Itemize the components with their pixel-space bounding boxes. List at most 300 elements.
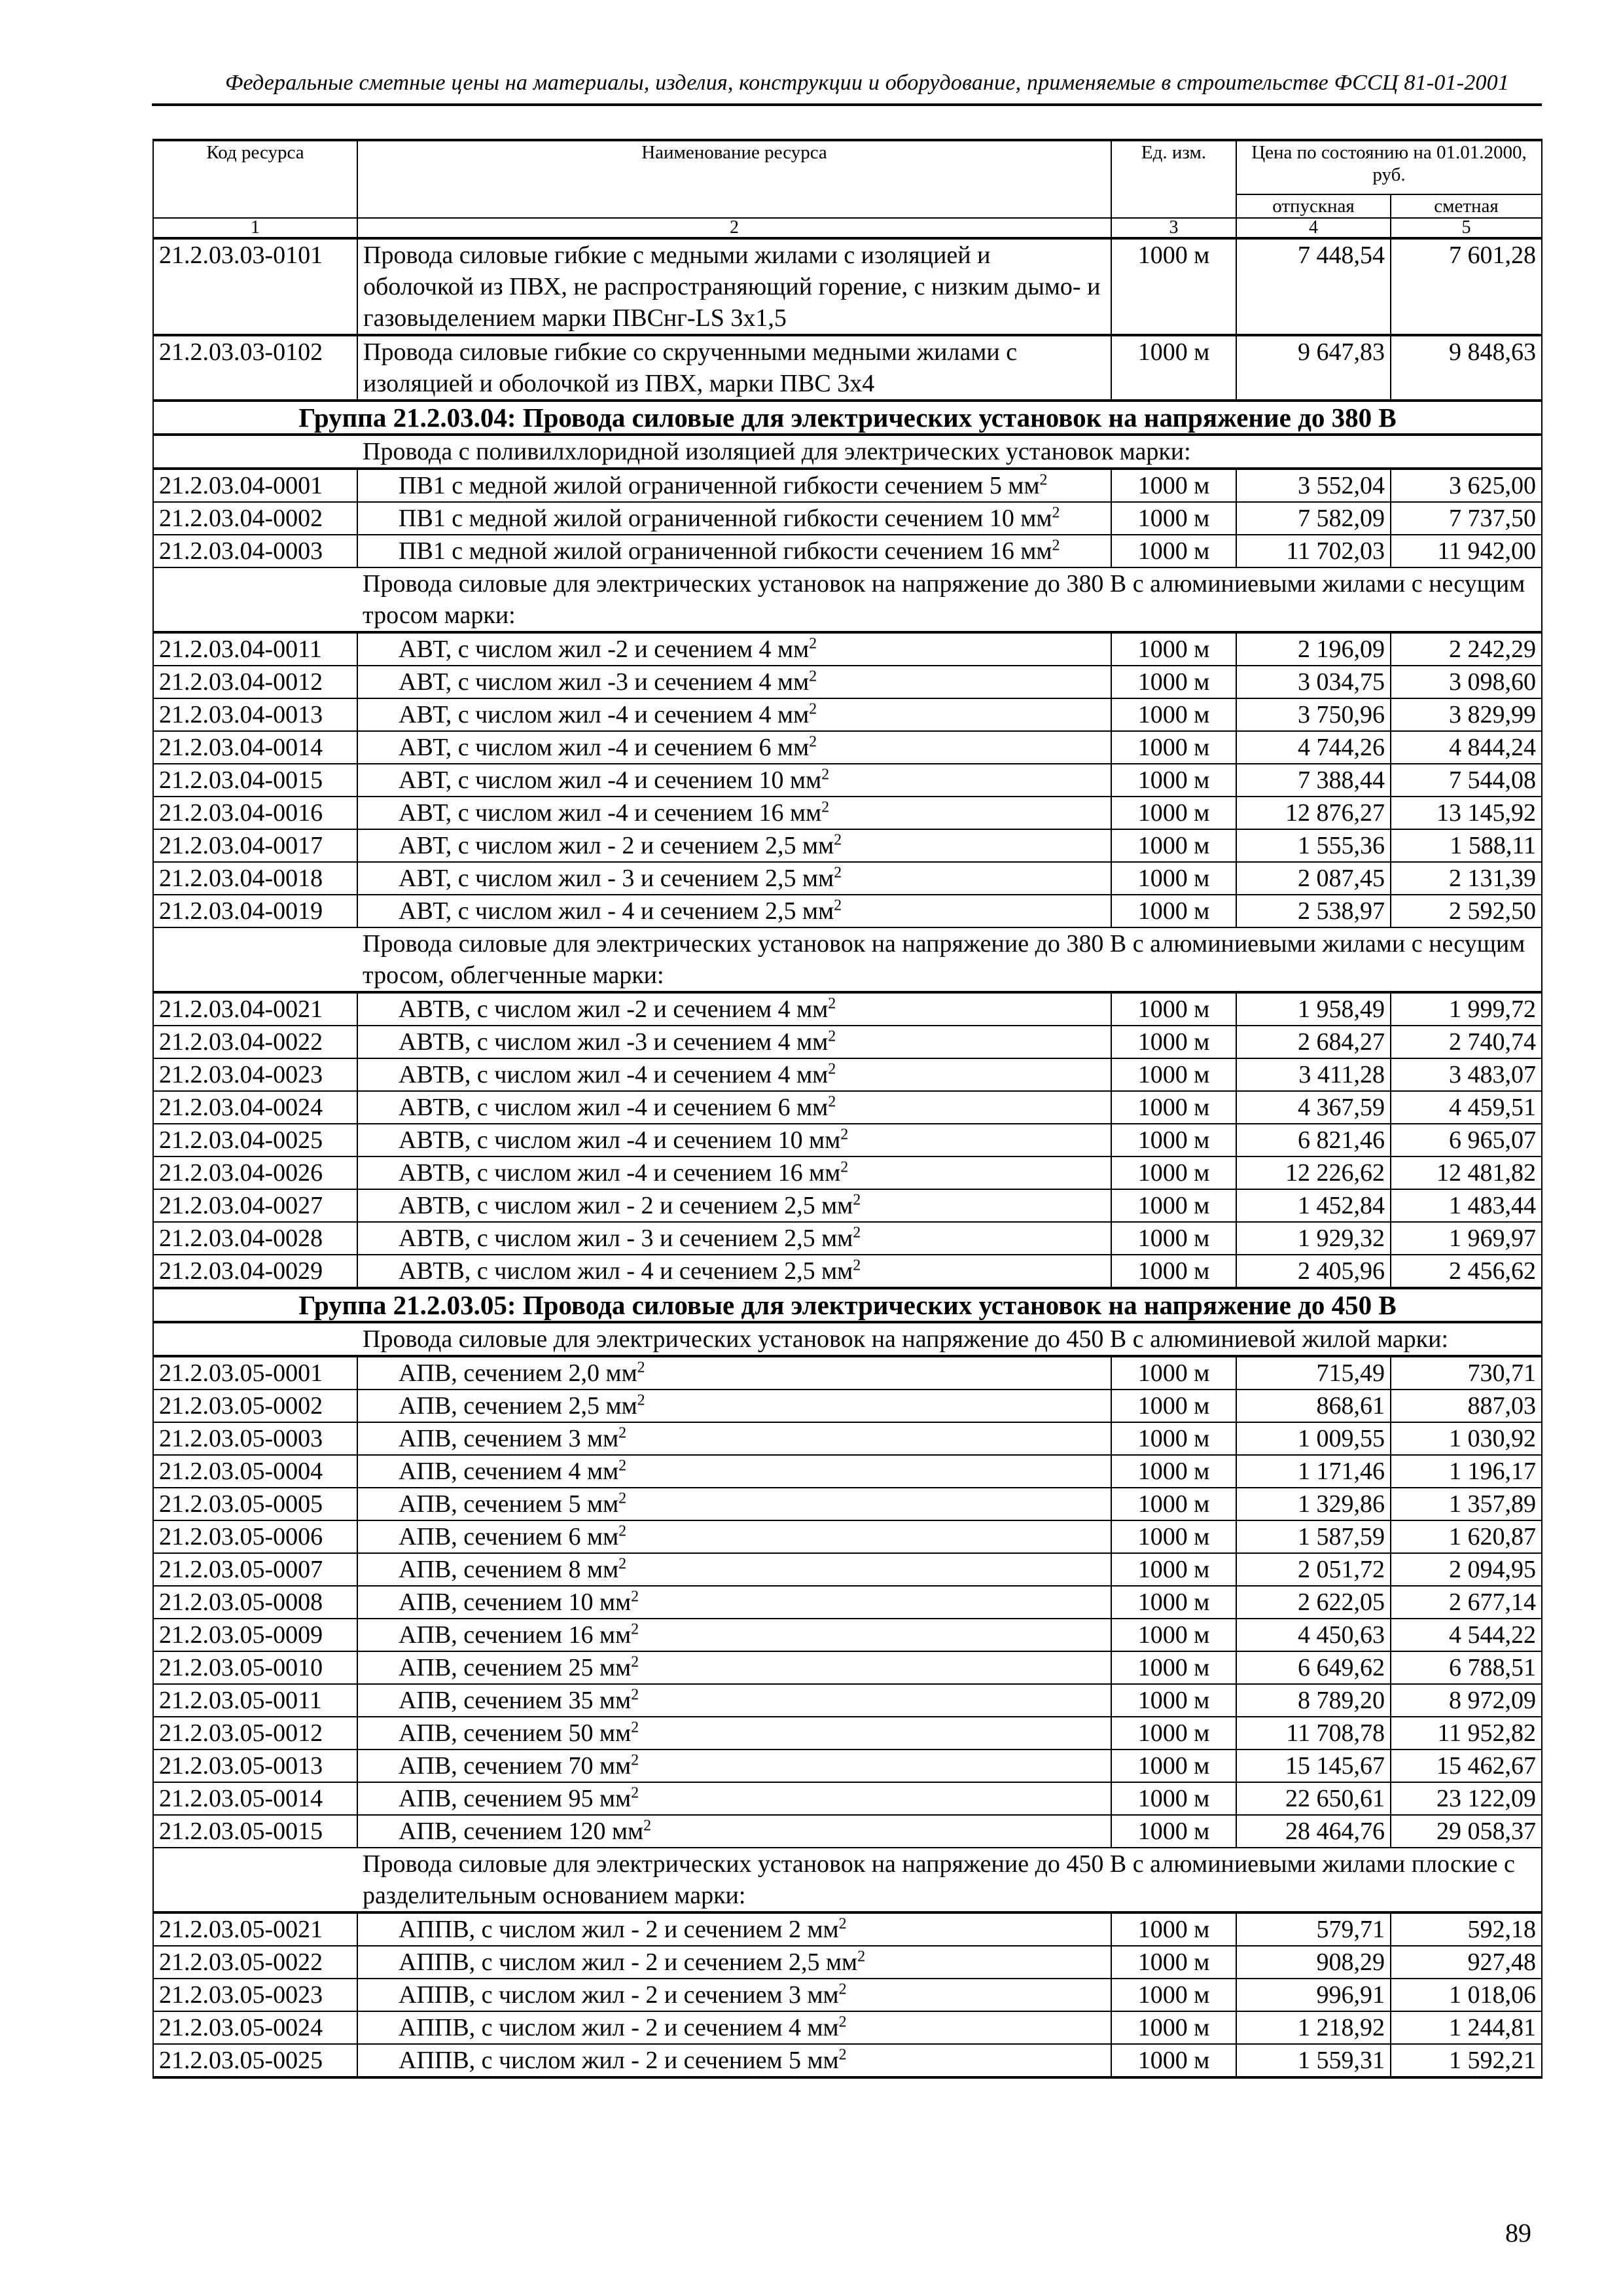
resource-name-text: АВТ, с числом жил -2 и сечением 4 мм — [399, 636, 810, 663]
header-code: Код ресурса — [153, 140, 357, 218]
release-price: 4 450,63 — [1236, 1619, 1391, 1651]
resource-name — [357, 632, 1111, 666]
table-row — [153, 238, 1542, 335]
table-row — [153, 1946, 1542, 1979]
resource-code: 21.2.03.05-0015 — [153, 1815, 357, 1848]
group-heading-row — [153, 1288, 1542, 1322]
superscript: 2 — [637, 1359, 645, 1376]
table-row — [153, 698, 1542, 731]
resource-code: 21.2.03.04-0018 — [153, 862, 357, 895]
subheader-text: Провода с поливилхлоридной изоляцией для электрических установок марки: — [357, 435, 1542, 469]
resource-name — [357, 1455, 1111, 1488]
superscript: 2 — [631, 1751, 639, 1769]
group-heading-row — [153, 401, 1542, 435]
resource-name-text: АППВ, с числом жил - 2 и сечением 2,5 мм — [399, 1948, 858, 1976]
resource-code: 21.2.03.04-0021 — [153, 992, 357, 1026]
resource-name-text: АПВ, сечением 10 мм — [399, 1588, 632, 1616]
estimate-price: 1 483,44 — [1391, 1189, 1542, 1222]
superscript: 2 — [838, 1915, 847, 1933]
superscript: 2 — [643, 1817, 652, 1835]
table-row — [153, 731, 1542, 764]
release-price: 2 684,27 — [1236, 1026, 1391, 1058]
resource-name — [357, 1815, 1111, 1848]
release-price: 3 750,96 — [1236, 698, 1391, 731]
resource-code: 21.2.03.03-0101 — [153, 238, 357, 335]
resource-name — [357, 764, 1111, 797]
resource-name — [357, 698, 1111, 731]
table-row — [153, 1651, 1542, 1684]
resource-name — [357, 895, 1111, 927]
resource-name — [357, 535, 1111, 567]
superscript: 2 — [631, 1686, 639, 1704]
resource-name — [357, 1488, 1111, 1520]
table-row — [153, 1520, 1542, 1553]
estimate-price: 13 145,92 — [1391, 797, 1542, 829]
superscript: 2 — [853, 1224, 861, 1242]
superscript: 2 — [834, 864, 842, 882]
resource-name — [357, 1782, 1111, 1815]
release-price: 12 876,27 — [1236, 797, 1391, 829]
superscript: 2 — [1052, 537, 1060, 554]
resource-name-text: АВТ, с числом жил -4 и сечением 10 мм — [399, 766, 822, 794]
table-row — [153, 1749, 1542, 1782]
superscript: 2 — [618, 1522, 627, 1540]
table-row — [153, 1619, 1542, 1651]
estimate-price: 1 018,06 — [1391, 1979, 1542, 2011]
subheader-row — [153, 1322, 1542, 1356]
superscript: 2 — [853, 1191, 861, 1209]
unit-of-measure: 1000 м — [1111, 731, 1236, 764]
resource-name — [357, 1651, 1111, 1684]
table-row — [153, 797, 1542, 829]
resource-name — [357, 797, 1111, 829]
estimate-price: 7 601,28 — [1391, 238, 1542, 335]
unit-of-measure: 1000 м — [1111, 1979, 1236, 2011]
table-row — [153, 1189, 1542, 1222]
release-price: 8 789,20 — [1236, 1684, 1391, 1717]
group-heading: Группа 21.2.03.04: Провода силовые для электрических установок на напряжение до 380 В — [153, 401, 1542, 435]
superscript: 2 — [838, 1981, 847, 1998]
unit-of-measure: 1000 м — [1111, 895, 1236, 927]
table-row — [153, 469, 1542, 502]
table-row — [153, 335, 1542, 401]
resource-name — [357, 1717, 1111, 1749]
release-price: 4 367,59 — [1236, 1091, 1391, 1124]
resource-name — [357, 1912, 1111, 1946]
subheader-blank-cell — [153, 567, 357, 632]
release-price: 7 448,54 — [1236, 238, 1391, 335]
table-row — [153, 1684, 1542, 1717]
resource-name-text: АПВ, сечением 25 мм — [399, 1654, 632, 1681]
header-release-price: отпускная — [1236, 194, 1391, 218]
estimate-price: 592,18 — [1391, 1912, 1542, 1946]
release-price: 6 649,62 — [1236, 1651, 1391, 1684]
resource-name-text: АВТВ, с числом жил - 4 и сечением 2,5 мм — [399, 1257, 853, 1285]
table-row — [153, 1553, 1542, 1586]
release-price: 11 702,03 — [1236, 535, 1391, 567]
table-row — [153, 1222, 1542, 1255]
resource-code: 21.2.03.04-0014 — [153, 731, 357, 764]
release-price: 22 650,61 — [1236, 1782, 1391, 1815]
release-price: 996,91 — [1236, 1979, 1391, 2011]
unit-of-measure: 1000 м — [1111, 2011, 1236, 2044]
resource-name-text: АВТ, с числом жил - 3 и сечением 2,5 мм — [399, 865, 834, 892]
resource-name-text: ПВ1 с медной жилой ограниченной гибкости сечением 10 мм — [399, 505, 1052, 532]
resource-name — [357, 1124, 1111, 1157]
column-number: 5 — [1391, 218, 1542, 238]
superscript: 2 — [821, 798, 830, 816]
release-price: 11 708,78 — [1236, 1717, 1391, 1749]
resource-code: 21.2.03.05-0023 — [153, 1979, 357, 2011]
resource-name — [357, 1356, 1111, 1390]
superscript: 2 — [828, 1060, 836, 1078]
group-heading: Группа 21.2.03.05: Провода силовые для электрических установок на напряжение до 450 В — [153, 1288, 1542, 1322]
resource-name-text: АВТВ, с числом жил -4 и сечением 6 мм — [399, 1094, 829, 1121]
release-price: 908,29 — [1236, 1946, 1391, 1979]
release-price: 1 587,59 — [1236, 1520, 1391, 1553]
superscript: 2 — [618, 1424, 627, 1442]
estimate-price: 11 952,82 — [1391, 1717, 1542, 1749]
resource-code: 21.2.03.04-0023 — [153, 1058, 357, 1091]
superscript: 2 — [809, 733, 817, 751]
unit-of-measure: 1000 м — [1111, 797, 1236, 829]
resource-code: 21.2.03.05-0025 — [153, 2044, 357, 2077]
unit-of-measure: 1000 м — [1111, 535, 1236, 567]
subheader-blank-cell — [153, 1322, 357, 1356]
unit-of-measure: 1000 м — [1111, 1782, 1236, 1815]
estimate-price: 4 844,24 — [1391, 731, 1542, 764]
unit-of-measure: 1000 м — [1111, 862, 1236, 895]
estimate-price: 1 357,89 — [1391, 1488, 1542, 1520]
resource-name-text: АППВ, с числом жил - 2 и сечением 3 мм — [399, 1981, 839, 2009]
unit-of-measure: 1000 м — [1111, 1815, 1236, 1848]
unit-of-measure: 1000 м — [1111, 1684, 1236, 1717]
estimate-price: 2 677,14 — [1391, 1586, 1542, 1619]
resource-name-text: Провода силовые гибкие со скрученными медными жилами с изоляцией и оболочкой из ПВХ, марки ПВС 3х4 — [363, 338, 1018, 397]
release-price: 9 647,83 — [1236, 335, 1391, 401]
resource-name — [357, 829, 1111, 862]
superscript: 2 — [631, 1653, 639, 1671]
subheader-blank-cell — [153, 1848, 357, 1912]
superscript: 2 — [637, 1391, 645, 1409]
resource-name — [357, 1255, 1111, 1288]
unit-of-measure: 1000 м — [1111, 1651, 1236, 1684]
release-price: 1 958,49 — [1236, 992, 1391, 1026]
resource-code: 21.2.03.05-0007 — [153, 1553, 357, 1586]
release-price: 1 929,32 — [1236, 1222, 1391, 1255]
subheader-blank-cell — [153, 435, 357, 469]
unit-of-measure: 1000 м — [1111, 1091, 1236, 1124]
unit-of-measure: 1000 м — [1111, 335, 1236, 401]
resource-code: 21.2.03.04-0025 — [153, 1124, 357, 1157]
resource-name-text: АППВ, с числом жил - 2 и сечением 5 мм — [399, 2047, 839, 2074]
estimate-price: 1 196,17 — [1391, 1455, 1542, 1488]
resource-code: 21.2.03.04-0001 — [153, 469, 357, 502]
resource-code: 21.2.03.05-0022 — [153, 1946, 357, 1979]
resource-name-text: АПВ, сечением 35 мм — [399, 1687, 632, 1714]
resource-name — [357, 1422, 1111, 1455]
resource-name-text: АППВ, с числом жил - 2 и сечением 4 мм — [399, 2014, 839, 2041]
unit-of-measure: 1000 м — [1111, 1058, 1236, 1091]
release-price: 7 582,09 — [1236, 502, 1391, 535]
resource-name-text: АВТ, с числом жил -3 и сечением 4 мм — [399, 668, 810, 696]
estimate-price: 1 030,92 — [1391, 1422, 1542, 1455]
table-row — [153, 992, 1542, 1026]
superscript: 2 — [618, 1457, 627, 1475]
release-price: 28 464,76 — [1236, 1815, 1391, 1848]
release-price: 1 555,36 — [1236, 829, 1391, 862]
estimate-price: 11 942,00 — [1391, 535, 1542, 567]
superscript: 2 — [838, 2013, 847, 2031]
estimate-price: 1 588,11 — [1391, 829, 1542, 862]
resource-name — [357, 1091, 1111, 1124]
resource-name-text: АВТ, с числом жил -4 и сечением 4 мм — [399, 701, 810, 728]
unit-of-measure: 1000 м — [1111, 1390, 1236, 1422]
superscript: 2 — [631, 1784, 639, 1802]
release-price: 2 405,96 — [1236, 1255, 1391, 1288]
estimate-price: 1 999,72 — [1391, 992, 1542, 1026]
release-price: 1 452,84 — [1236, 1189, 1391, 1222]
table-row — [153, 1255, 1542, 1288]
resource-code: 21.2.03.05-0006 — [153, 1520, 357, 1553]
running-header: Федеральные сметные цены на материалы, изделия, конструкции и оборудование, применяемые в строительстве ФССЦ 81-01-2001 — [224, 71, 1510, 95]
resource-code: 21.2.03.05-0003 — [153, 1422, 357, 1455]
resource-name-text: АВТВ, с числом жил -4 и сечением 16 мм — [399, 1159, 841, 1187]
unit-of-measure: 1000 м — [1111, 469, 1236, 502]
unit-of-measure: 1000 м — [1111, 1222, 1236, 1255]
resource-name — [357, 731, 1111, 764]
unit-of-measure: 1000 м — [1111, 632, 1236, 666]
resource-name-text: АПВ, сечением 50 мм — [399, 1719, 632, 1747]
unit-of-measure: 1000 м — [1111, 1520, 1236, 1553]
release-price: 2 051,72 — [1236, 1553, 1391, 1586]
resource-name — [357, 1058, 1111, 1091]
table-row — [153, 502, 1542, 535]
resource-name-text: АПВ, сечением 2,0 мм — [399, 1359, 637, 1387]
release-price: 1 329,86 — [1236, 1488, 1391, 1520]
table-row — [153, 1356, 1542, 1390]
unit-of-measure: 1000 м — [1111, 1586, 1236, 1619]
table-row — [153, 1026, 1542, 1058]
unit-of-measure: 1000 м — [1111, 502, 1236, 535]
estimate-price: 7 737,50 — [1391, 502, 1542, 535]
resource-name-text: АПВ, сечением 2,5 мм — [399, 1392, 637, 1420]
resource-name-text: АВТ, с числом жил - 4 и сечением 2,5 мм — [399, 897, 834, 925]
resource-name-text: АПВ, сечением 120 мм — [399, 1818, 644, 1845]
resource-code: 21.2.03.05-0005 — [153, 1488, 357, 1520]
resource-code: 21.2.03.04-0013 — [153, 698, 357, 731]
unit-of-measure: 1000 м — [1111, 829, 1236, 862]
release-price: 1 009,55 — [1236, 1422, 1391, 1455]
estimate-price: 2 456,62 — [1391, 1255, 1542, 1288]
table-row — [153, 1091, 1542, 1124]
subheader-text: Провода силовые для электрических установок на напряжение до 450 В с алюминиевыми жилами плоские с разделительным основанием марки: — [357, 1848, 1542, 1912]
resource-code: 21.2.03.05-0009 — [153, 1619, 357, 1651]
release-price: 7 388,44 — [1236, 764, 1391, 797]
table-row — [153, 1717, 1542, 1749]
release-price: 6 821,46 — [1236, 1124, 1391, 1157]
unit-of-measure: 1000 м — [1111, 1189, 1236, 1222]
unit-of-measure: 1000 м — [1111, 1124, 1236, 1157]
resource-name-text: АПВ, сечением 70 мм — [399, 1752, 632, 1780]
table-row — [153, 1586, 1542, 1619]
table-row — [153, 862, 1542, 895]
superscript: 2 — [853, 1257, 861, 1274]
unit-of-measure: 1000 м — [1111, 1912, 1236, 1946]
estimate-price: 1 244,81 — [1391, 2011, 1542, 2044]
table-row — [153, 1390, 1542, 1422]
resource-code: 21.2.03.04-0026 — [153, 1157, 357, 1189]
estimate-price: 887,03 — [1391, 1390, 1542, 1422]
resource-name — [357, 1946, 1111, 1979]
release-price: 2 087,45 — [1236, 862, 1391, 895]
resource-name-text: Провода силовые гибкие с медными жилами с изоляцией и оболочкой из ПВХ, не распространяющий горение, с низким дымо- и газовыделением марки ПВСнг-LS 3х1,5 — [363, 242, 1101, 332]
estimate-price: 3 829,99 — [1391, 698, 1542, 731]
resource-name-text: ПВ1 с медной жилой ограниченной гибкости сечением 5 мм — [399, 472, 1040, 499]
resource-name-text: АПВ, сечением 5 мм — [399, 1490, 619, 1518]
release-price: 3 552,04 — [1236, 469, 1391, 502]
resource-name-text: АВТВ, с числом жил -2 и сечением 4 мм — [399, 996, 829, 1023]
resource-code: 21.2.03.04-0019 — [153, 895, 357, 927]
resource-code: 21.2.03.05-0010 — [153, 1651, 357, 1684]
resource-name-text: АВТВ, с числом жил -4 и сечением 10 мм — [399, 1126, 841, 1154]
unit-of-measure: 1000 м — [1111, 1619, 1236, 1651]
unit-of-measure: 1000 м — [1111, 1717, 1236, 1749]
estimate-price: 15 462,67 — [1391, 1749, 1542, 1782]
header-unit: Ед. изм. — [1111, 140, 1236, 218]
table-row — [153, 2044, 1542, 2077]
resource-name — [357, 2044, 1111, 2077]
superscript: 2 — [834, 831, 842, 849]
release-price: 3 034,75 — [1236, 666, 1391, 698]
resource-code: 21.2.03.05-0021 — [153, 1912, 357, 1946]
resource-name — [357, 1222, 1111, 1255]
resource-name — [357, 1189, 1111, 1222]
resource-name-text: АВТ, с числом жил -4 и сечением 16 мм — [399, 799, 822, 827]
resource-name — [357, 666, 1111, 698]
resource-code: 21.2.03.05-0014 — [153, 1782, 357, 1815]
superscript: 2 — [1039, 471, 1048, 489]
table-row — [153, 1124, 1542, 1157]
superscript: 2 — [809, 635, 817, 653]
resource-name-text: АПВ, сечением 16 мм — [399, 1621, 632, 1649]
release-price: 3 411,28 — [1236, 1058, 1391, 1091]
table-row — [153, 632, 1542, 666]
table-row — [153, 666, 1542, 698]
header-estimate-price: сметная — [1391, 194, 1542, 218]
resource-code: 21.2.03.05-0002 — [153, 1390, 357, 1422]
table-row — [153, 1782, 1542, 1815]
resource-name-text: АПВ, сечением 4 мм — [399, 1458, 619, 1485]
estimate-price: 2 242,29 — [1391, 632, 1542, 666]
unit-of-measure: 1000 м — [1111, 2044, 1236, 2077]
resource-name-text: АВТВ, с числом жил - 2 и сечением 2,5 мм — [399, 1192, 853, 1219]
estimate-price: 1 592,21 — [1391, 2044, 1542, 2077]
table-row — [153, 1455, 1542, 1488]
estimate-price: 2 131,39 — [1391, 862, 1542, 895]
estimate-price: 927,48 — [1391, 1946, 1542, 1979]
resource-code: 21.2.03.05-0008 — [153, 1586, 357, 1619]
resource-name-text: АПВ, сечением 3 мм — [399, 1425, 619, 1452]
resource-code: 21.2.03.04-0011 — [153, 632, 357, 666]
unit-of-measure: 1000 м — [1111, 1422, 1236, 1455]
column-number: 1 — [153, 218, 357, 238]
estimate-price: 4 459,51 — [1391, 1091, 1542, 1124]
header-name: Наименование ресурса — [357, 140, 1111, 218]
unit-of-measure: 1000 м — [1111, 1749, 1236, 1782]
superscript: 2 — [631, 1588, 639, 1605]
estimate-price: 29 058,37 — [1391, 1815, 1542, 1848]
unit-of-measure: 1000 м — [1111, 1255, 1236, 1288]
resource-code: 21.2.03.05-0011 — [153, 1684, 357, 1717]
table-header — [153, 140, 1542, 238]
column-number: 4 — [1236, 218, 1391, 238]
table-row — [153, 1058, 1542, 1091]
superscript: 2 — [1052, 504, 1060, 522]
resource-name — [357, 992, 1111, 1026]
page-number: 89 — [1505, 2218, 1531, 2248]
resource-code: 21.2.03.05-0013 — [153, 1749, 357, 1782]
unit-of-measure: 1000 м — [1111, 1356, 1236, 1390]
table-row — [153, 1912, 1542, 1946]
estimate-price: 4 544,22 — [1391, 1619, 1542, 1651]
unit-of-measure: 1000 м — [1111, 992, 1236, 1026]
resource-code: 21.2.03.04-0015 — [153, 764, 357, 797]
resource-code: 21.2.03.03-0102 — [153, 335, 357, 401]
release-price: 2 538,97 — [1236, 895, 1391, 927]
superscript: 2 — [840, 1158, 849, 1176]
release-price: 1 171,46 — [1236, 1455, 1391, 1488]
table-row — [153, 2011, 1542, 2044]
subheader-row — [153, 1848, 1542, 1912]
resource-name — [357, 1979, 1111, 2011]
superscript: 2 — [809, 668, 817, 685]
estimate-price: 3 483,07 — [1391, 1058, 1542, 1091]
column-number: 3 — [1111, 218, 1236, 238]
unit-of-measure: 1000 м — [1111, 764, 1236, 797]
resource-name-text: АПВ, сечением 95 мм — [399, 1785, 632, 1812]
unit-of-measure: 1000 м — [1111, 1157, 1236, 1189]
table-row — [153, 829, 1542, 862]
superscript: 2 — [840, 1126, 849, 1143]
resource-name — [357, 1026, 1111, 1058]
resource-code: 21.2.03.04-0028 — [153, 1222, 357, 1255]
header-price-group: Цена по состоянию на 01.01.2000, руб. — [1236, 140, 1542, 194]
unit-of-measure: 1000 м — [1111, 666, 1236, 698]
resource-name — [357, 1749, 1111, 1782]
resource-code: 21.2.03.05-0001 — [153, 1356, 357, 1390]
resource-name — [357, 1390, 1111, 1422]
subheader-row — [153, 567, 1542, 632]
resource-code: 21.2.03.04-0012 — [153, 666, 357, 698]
estimate-price: 730,71 — [1391, 1356, 1542, 1390]
release-price: 2 622,05 — [1236, 1586, 1391, 1619]
resource-code: 21.2.03.04-0002 — [153, 502, 357, 535]
resource-name-text: АВТВ, с числом жил -3 и сечением 4 мм — [399, 1028, 829, 1056]
release-price: 715,49 — [1236, 1356, 1391, 1390]
superscript: 2 — [809, 700, 817, 718]
resource-name — [357, 1553, 1111, 1586]
unit-of-measure: 1000 м — [1111, 698, 1236, 731]
superscript: 2 — [618, 1555, 627, 1573]
estimate-price: 9 848,63 — [1391, 335, 1542, 401]
release-price: 868,61 — [1236, 1390, 1391, 1422]
resource-name — [357, 862, 1111, 895]
estimate-price: 2 094,95 — [1391, 1553, 1542, 1586]
resource-name-text: АПВ, сечением 8 мм — [399, 1556, 619, 1583]
subheader-blank-cell — [153, 927, 357, 992]
table-row — [153, 1815, 1542, 1848]
